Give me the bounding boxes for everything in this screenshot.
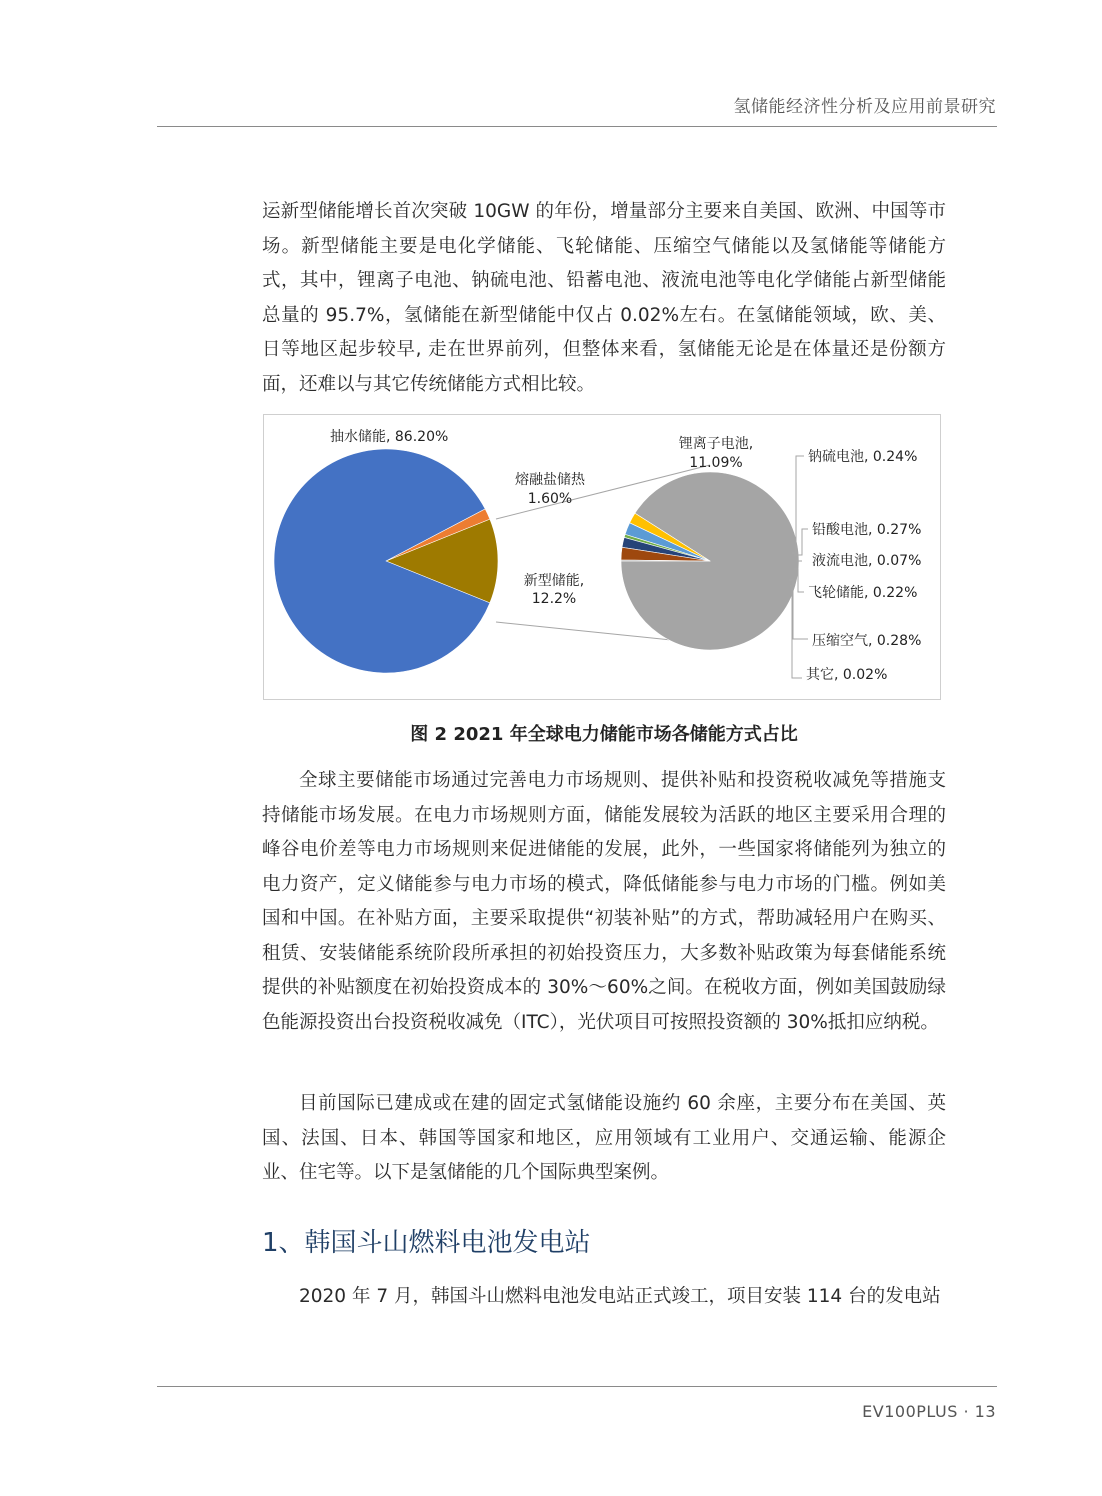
label-other: 其它, 0.02% bbox=[806, 667, 888, 683]
label-flow: 液流电池, 0.07% bbox=[812, 553, 922, 569]
label-li-ion-line1: 锂离子电池, bbox=[678, 436, 754, 452]
label-new-storage-line1: 新型储能, bbox=[523, 573, 585, 589]
label-nas: 钠硫电池, 0.24% bbox=[808, 449, 918, 465]
body-paragraph-1: 运新型储能增长首次突破 10GW 的年份，增量部分主要来自美国、欧洲、中国等市场。新型储能主要是电化学储能、飞轮储能、压缩空气储能以及氢储能等储能方式，其中，锂离子电池、钠硫电池、铅蓄电池、液流电池等电化学储能占新型储能总量的 95.7%，氢储能在新型储能中仅占 0.02%左右。在氢储能领域，欧、美、日等地区起步较早, 走在世界前列，但整体来看，氢储能无论是在体量还是份额方面，还难以与其它传统储能方式相比较。 bbox=[262, 201, 946, 395]
figure-caption: 图 2 2021 年全球电力储能市场各储能方式占比 bbox=[410, 724, 798, 745]
body-paragraph-4: 2020 年 7 月，韩国斗山燃料电池发电站正式竣工，项目安装 114 台的发电站 bbox=[299, 1286, 941, 1307]
footer-page-info: EV100PLUS · 13 bbox=[862, 1402, 996, 1421]
body-paragraph-3: 目前国际已建成或在建的固定式氢储能设施约 60 余座，主要分布在美国、英国、法国、日本、韩国等国家和地区，应用领域有工业用户、交通运输、能源企业、住宅等。以下是氢储能的几个国际典型案例。 bbox=[262, 1093, 946, 1183]
body-paragraph-2: 全球主要储能市场通过完善电力市场规则、提供补贴和投资税收减免等措施支持储能市场发展。在电力市场规则方面，储能发展较为活跃的地区主要采用合理的峰谷电价差等电力市场规则来促进储能的发展，此外，一些国家将储能列为独立的电力资产，定义储能参与电力市场的模式，降低储能参与电力市场的门槛。例如美国和中国。在补贴方面，主要采取提供“初装补贴”的方式，帮助减轻用户在购买、租赁、安装储能系统阶段所承担的初始投资压力，大多数补贴政策为每套储能系统提供的补贴额度在初始投资成本的 30%～60%之间。在税收方面，例如美国鼓励绿色能源投资出台投资税收减免（ITC），光伏项目可按照投资额的 30%抵扣应纳税。 bbox=[262, 770, 946, 1033]
label-molten-salt-line1: 熔融盐储热 bbox=[515, 472, 585, 488]
label-li-ion-line2: 11.09% bbox=[689, 455, 743, 471]
label-flywheel: 飞轮储能, 0.22% bbox=[808, 585, 918, 601]
label-new-storage-line2: 12.2% bbox=[531, 591, 577, 607]
running-header-title: 氢储能经济性分析及应用前景研究 bbox=[733, 97, 996, 117]
label-pumped-hydro: 抽水储能, 86.20% bbox=[330, 429, 449, 445]
section-heading: 1、韩国斗山燃料电池发电站 bbox=[262, 1228, 591, 1258]
leader-line-other bbox=[790, 586, 802, 678]
header-divider bbox=[157, 126, 997, 127]
footer-divider bbox=[157, 1386, 997, 1387]
label-molten-salt-line2: 1.60% bbox=[527, 491, 573, 507]
label-compressed-air: 压缩空气, 0.28% bbox=[812, 633, 922, 649]
label-lead-acid: 铅酸电池, 0.27% bbox=[812, 522, 922, 538]
pie-of-pie-chart bbox=[263, 414, 941, 700]
